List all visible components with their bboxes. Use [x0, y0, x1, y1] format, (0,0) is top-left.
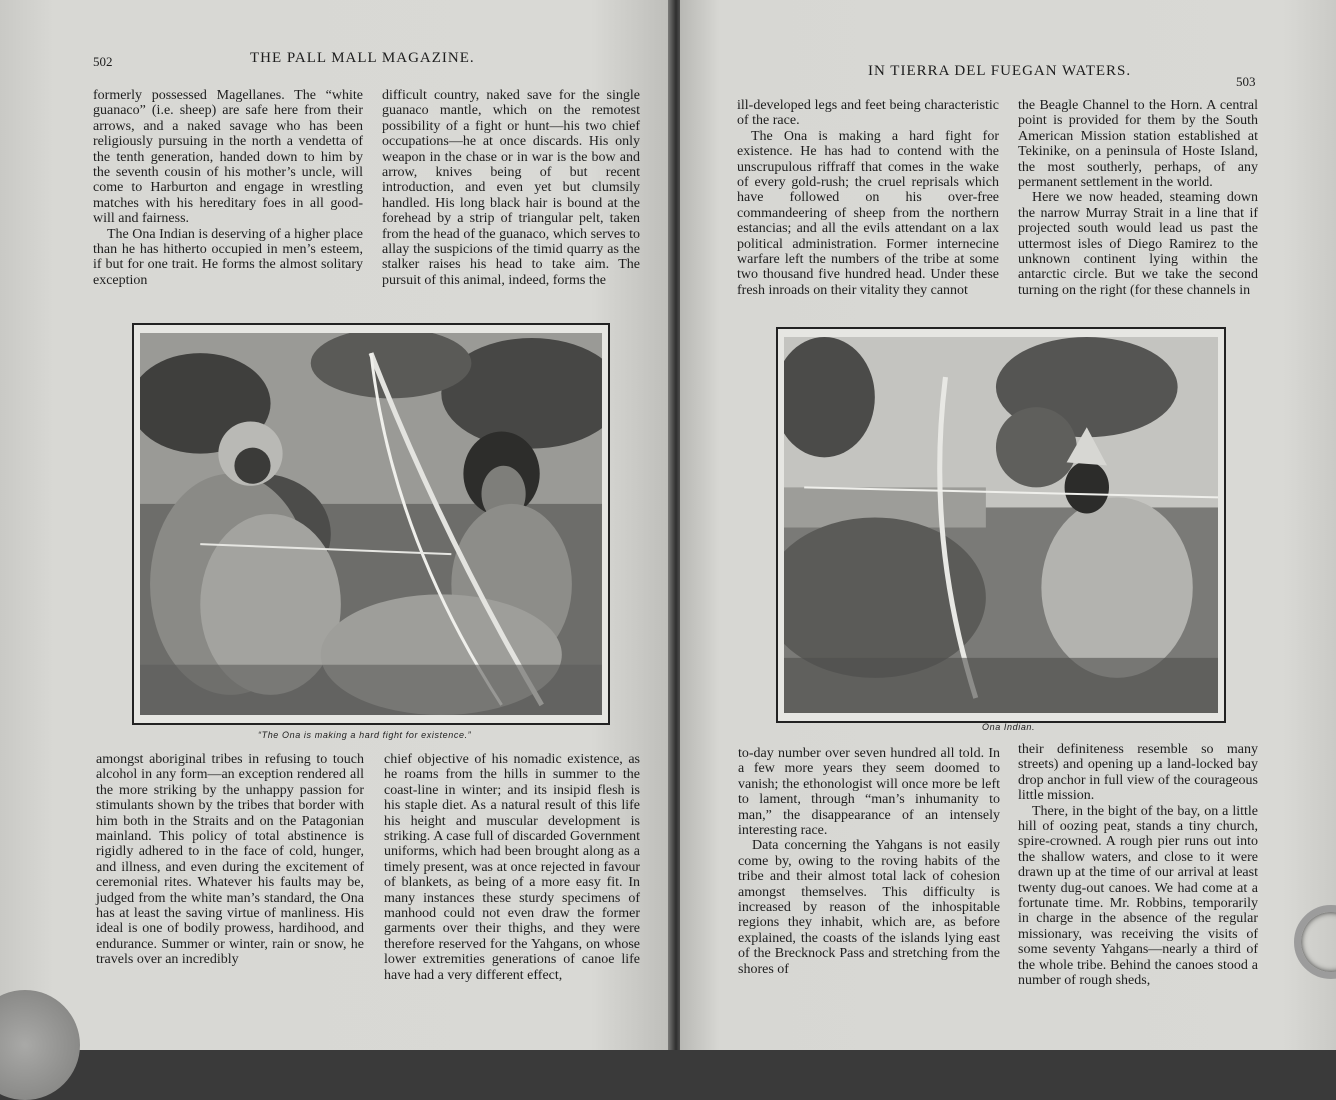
- running-head: IN TIERRA DEL FUEGAN WATERS.: [868, 63, 1132, 79]
- photograph-ona-indian: [776, 327, 1226, 723]
- paragraph: Here we now headed, steaming down the narrow Murray Strait in a line that if projected south would lead us past the uttermost isles of Diego Ramirez to the unknown continent lying within the antarctic circle. But we take the second turning on the right (for these channels in: [1018, 190, 1258, 298]
- text-column-2-bottom: [384, 752, 640, 983]
- paragraph: Data concerning the Yahgans is not easily come by, owing to the roving habits of the tribe and their almost total lack of cohesion amongst themselves. This difficulty is increased by reason of the inhospitable regions they inhabit, which are, as before explained, the coasts of the islands lying east of the Brecknock Pass and stretching from the shores of: [738, 838, 1000, 977]
- left-page: [0, 0, 672, 1050]
- photo-illustration: [140, 333, 602, 715]
- text-column-2-top: [1018, 98, 1258, 298]
- photo-illustration: [784, 337, 1218, 713]
- paragraph: amongst aboriginal tribes in refusing to touch alcohol in any form—an exception rendered all the more striking by the unhappy passion for stimulants shown by the tribes that border with him both in the Straits and on the Patagonian mainland. This policy of total abstinence is rigidly adhered to in the face of cold, hunger, and illness, and even during the excitement of ceremonial rites. Whatever his faults may be, judged from the white man’s standard, the Ona has at least the saving virtue of manliness. His ideal is one of bodily prowess, hardihood, and endurance. Summer or winter, rain or snow, he travels over an incredibly: [96, 752, 364, 968]
- paragraph: their definiteness resemble so many streets) and opening up a land-locked bay drop anchor in full view of the courageous little mission.: [1018, 742, 1258, 804]
- text-column-2-bottom: [1018, 742, 1258, 989]
- paragraph: to-day number over seven hundred all told. In a few more years they seem doomed to vanish; the ethonologist will once more be left to lament, through “man’s inhumanity to man,” the disappearance of an intensely interesting race.: [738, 746, 1000, 839]
- running-head: THE PALL MALL MAGAZINE.: [250, 50, 475, 66]
- text-column-1-bottom: [96, 752, 364, 968]
- text-column-1-bottom: [738, 746, 1000, 977]
- photo-image: [784, 337, 1218, 713]
- paragraph: There, in the bight of the bay, on a little hill of oozing peat, stands a tiny church, spire-crowned. A rough pier runs out into the shallow waters, and close to it were drawn up at the time of our arrival at least twenty dug-out canoes. We had come at a fortunate time. Mr. Robbins, temporarily in charge in the absence of the regular missionary, was receiving the visits of some seventy Yahgans—nearly a third of the whole tribe. Behind the canoes stood a number of rough sheds,: [1018, 803, 1258, 989]
- text-column-1-top: [93, 88, 363, 288]
- photo-caption: “The Ona is making a hard fight for existence.”: [258, 730, 472, 740]
- paragraph: difficult country, naked save for the single guanaco mantle, which on the remotest possibility of a fight or hunt—his two chief occupations—he at once discards. His only weapon in the chase or in war is the bow and arrow, knives being of but recent introduction, and even yet but clumsily handled. His long black hair is bound at the forehead by a strip of triangular pelt, taken from the head of the guanaco, which serves to allay the suspicions of the timid quarry as the stalker raises his head to take aim. The pursuit of this animal, indeed, forms the: [382, 88, 640, 288]
- paragraph: ill-developed legs and feet being characteristic of the race.: [737, 98, 999, 129]
- paragraph: formerly possessed Magellanes. The “white guanaco” (i.e. sheep) are safe here from their arrows, and a naked savage who has been religiously pursuing in the north a vendetta of the tenth generation, handed down to him by the seventh cousin of his mother’s uncle, will come to Harburton and engage in wrestling matches with his hereditary foes in all good-will and fairness.: [93, 88, 363, 227]
- page-number: 503: [1236, 74, 1256, 89]
- photo-image: [140, 333, 602, 715]
- page-number: 502: [93, 54, 113, 69]
- photo-caption: Ona Indian.: [982, 722, 1036, 732]
- paragraph: The Ona is making a hard fight for existence. He has had to contend with the unscrupulous riffraff that comes in the wake of every gold-rush; the cruel reprisals which have followed on his over-free commandeering of sheep from the northern estancias; and all the evils attendant on a lax political administration. Former internecine warfare left the numbers of the tribe at some two thousand five hundred head. Under these fresh inroads on their vitality they cannot: [737, 128, 999, 298]
- paragraph: The Ona Indian is deserving of a higher place than he has hitherto occupied in men’s esteem, if but for one trait. He forms the almost solitary exception: [93, 226, 363, 288]
- text-column-2-top: [382, 88, 640, 288]
- photograph-archers: [132, 323, 610, 725]
- paragraph: the Beagle Channel to the Horn. A central point is provided for them by the South American Mission station established at Tekinike, on a peninsula of Hoste Island, the most southerly, perhaps, of any permanent settlement in the world.: [1018, 98, 1258, 191]
- paragraph: chief objective of his nomadic existence, as he roams from the hills in summer to the coast-line in winter; and its insipid flesh is his staple diet. As a natural result of this life his height and muscular development is striking. A case full of discarded Government uniforms, which had been brought along as a timely present, was at once rejected in favour of blankets, as being of a more easy fit. In many instances these sturdy specimens of manhood could not even draw the former garments over their thighs, and they were therefore reserved for the Yahgans, on whose lower extremities generations of canoe life have had a very different effect,: [384, 752, 640, 983]
- text-column-1-top: [737, 98, 999, 298]
- right-page: [680, 0, 1336, 1050]
